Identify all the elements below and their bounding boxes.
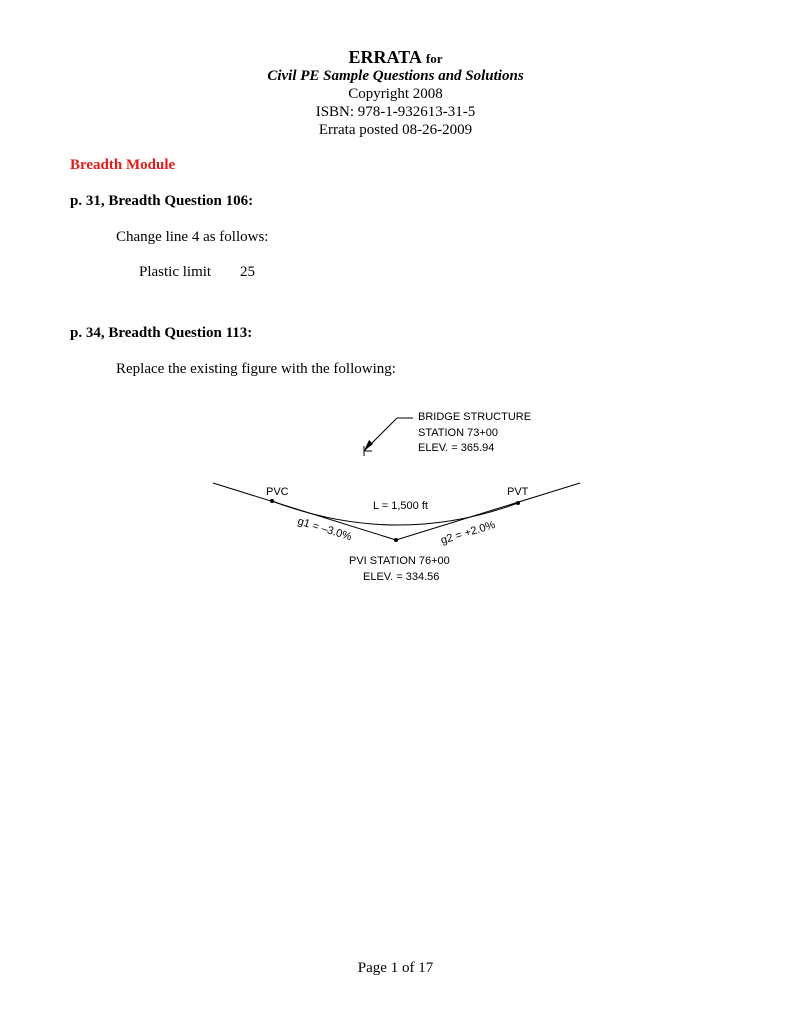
- pvc-point: [270, 499, 274, 503]
- correction-label: Plastic limit: [139, 264, 212, 280]
- entry-heading: p. 31, Breadth Question 106:: [70, 193, 254, 209]
- pvi-label-line1: PVI STATION 76+00: [349, 555, 450, 567]
- bridge-label-line1: BRIDGE STRUCTURE: [418, 411, 532, 423]
- entry-grade-label: g1 = –3.0%: [296, 515, 354, 544]
- pvi-label-line2: ELEV. = 334.56: [363, 571, 440, 583]
- page-number: Page 1 of 17: [357, 960, 434, 976]
- bridge-arrowhead: [364, 440, 373, 451]
- posted-line: Errata posted 08-26-2009: [318, 122, 473, 138]
- pvi-point: [394, 538, 398, 542]
- entry-instruction: Change line 4 as follows:: [116, 229, 269, 245]
- copyright-line: Copyright 2008: [348, 86, 443, 102]
- correction-value: 25: [240, 264, 255, 280]
- exit-grade-label: g2 = +2.0%: [439, 518, 497, 547]
- pvt-point: [516, 501, 520, 505]
- title-text: ERRATA: [348, 47, 422, 67]
- module-heading: Breadth Module: [70, 157, 176, 173]
- isbn-line: ISBN: 978-1-932613-31-5: [315, 104, 476, 120]
- title-suffix: for: [425, 51, 443, 66]
- book-title: Civil PE Sample Questions and Solutions: [267, 68, 524, 84]
- bridge-label-line2: STATION 73+00: [418, 427, 498, 439]
- pvc-label: PVC: [266, 486, 289, 498]
- entry-instruction: Replace the existing figure with the following:: [116, 361, 396, 377]
- entry-heading: p. 34, Breadth Question 113:: [70, 325, 253, 341]
- pvt-label: PVT: [507, 486, 529, 498]
- bridge-label-line3: ELEV. = 365.94: [418, 442, 495, 454]
- curve-length-label: L = 1,500 ft: [373, 500, 428, 512]
